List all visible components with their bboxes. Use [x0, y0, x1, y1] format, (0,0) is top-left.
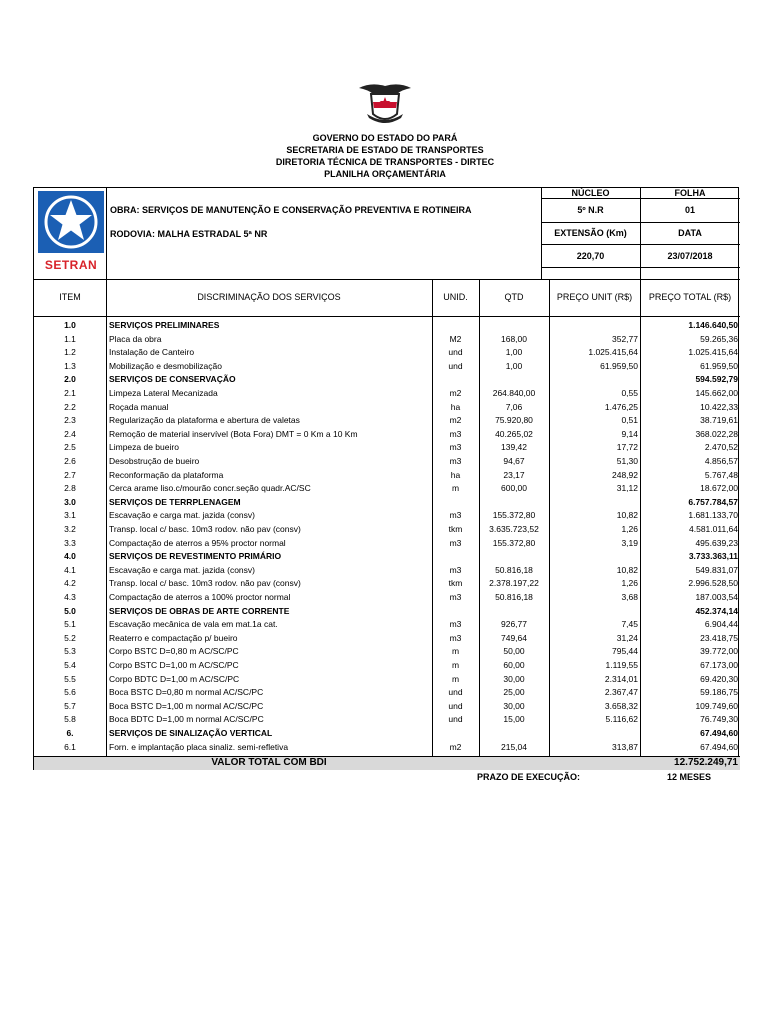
cell-item: 5.5	[64, 673, 76, 684]
cell-total: 23.418,75	[700, 632, 738, 643]
cell-unit: 2.367,47	[604, 687, 638, 698]
cell-total: 1.025.415,64	[688, 347, 738, 358]
cell-qtd: 75.920,80	[495, 415, 533, 426]
cell-total: 6.904,44	[704, 619, 738, 630]
cell-unit: 61.959,50	[600, 360, 638, 371]
header-planilha: PLANILHA ORÇAMENTÁRIA	[324, 169, 446, 179]
cell-total: 18.672,00	[700, 483, 738, 494]
budget-sheet	[33, 187, 739, 770]
divider	[34, 316, 740, 317]
cell-item: 5.8	[64, 714, 76, 725]
cell-total: 1.146.640,50	[688, 320, 738, 330]
cell-total: 67.173,00	[700, 660, 738, 670]
cell-total: 6.757.784,57	[688, 496, 738, 507]
cell-item: 4.1	[64, 564, 76, 575]
cell-desc: Limpeza Lateral Mecanizada	[109, 388, 218, 398]
cell-desc: Regularização da plataforma e abertura de valetas	[109, 415, 300, 426]
cell-unid: m3	[449, 564, 462, 575]
section-row	[34, 373, 740, 385]
cell-item: 5.4	[64, 660, 76, 670]
cell-item: 3.2	[64, 524, 76, 534]
cell-unid: tkm	[448, 578, 463, 589]
cell-desc: Instalação de Canteiro	[109, 347, 195, 358]
cell-qtd: 30,00	[503, 700, 525, 711]
cell-desc: Transp. local c/ basc. 10m3 rodov. não pav (consv)	[109, 578, 301, 589]
cell-qtd: 23,17	[503, 469, 525, 480]
cell-unit: 3,19	[621, 537, 638, 548]
table-row	[34, 659, 740, 671]
cell-unid: m3	[449, 510, 462, 521]
divider	[541, 244, 740, 245]
table-row	[34, 523, 740, 535]
cell-unit: 31,24	[616, 632, 638, 643]
cell-unid: m	[451, 483, 460, 494]
cell-total: 67.494,60	[700, 728, 738, 738]
cell-qtd: 7,06	[505, 401, 523, 412]
cell-desc: Compactação de aterros a 100% proctor normal	[109, 592, 291, 602]
table-row	[34, 509, 740, 521]
cell-item: 6.	[66, 728, 74, 738]
cell-total: 39.772,00	[700, 646, 738, 657]
folha-label: FOLHA	[674, 188, 706, 198]
cell-item: 2.0	[64, 374, 76, 385]
table-row	[34, 401, 740, 413]
cell-item: 2.8	[64, 483, 76, 494]
table-row	[34, 618, 740, 630]
header-secretaria: SECRETARIA DE ESTADO DE TRANSPORTES	[286, 145, 484, 155]
cell-unid: m2	[449, 741, 462, 752]
cell-item: 5.1	[64, 619, 76, 630]
cell-desc: SERVIÇOS DE OBRAS DE ARTE CORRENTE	[109, 605, 290, 616]
nucleo-value: 5º N.R	[577, 205, 604, 215]
cell-unit: 17,72	[616, 442, 638, 453]
cell-unit: 1.476,25	[604, 401, 638, 412]
table-row	[34, 645, 740, 657]
cell-desc: Compactação de aterros a 95% proctor normal	[109, 537, 286, 548]
cell-unid: und	[448, 687, 463, 698]
table-row	[34, 414, 740, 426]
cell-item: 5.6	[64, 687, 76, 698]
cell-unit: 3.658,32	[604, 700, 638, 711]
cell-qtd: 60,00	[503, 660, 525, 670]
divider	[106, 188, 107, 279]
cell-desc: SERVIÇOS DE CONSERVAÇÃO	[109, 374, 236, 385]
cell-unit: 1,26	[621, 524, 638, 534]
cell-desc: Placa da obra	[109, 333, 162, 344]
setran-logo-text: SETRAN	[44, 258, 98, 272]
cell-desc: Boca BSTC D=1,00 m normal AC/SC/PC	[109, 700, 264, 711]
cell-desc: SERVIÇOS DE REVESTIMENTO PRIMÁRIO	[109, 551, 282, 562]
cell-desc: Forn. e implantação placa sinaliz. semi-refletiva	[109, 741, 289, 752]
cell-unit: 0,55	[621, 388, 638, 398]
table-row	[34, 469, 740, 481]
extensao-value: 220,70	[576, 251, 605, 261]
cell-item: 4.0	[64, 551, 76, 562]
budget-rows	[34, 319, 740, 755]
table-row	[34, 441, 740, 453]
cell-desc: Corpo BSTC D=0,80 m AC/SC/PC	[109, 646, 239, 657]
section-row	[34, 605, 740, 617]
cell-unid: m2	[449, 415, 462, 426]
cell-qtd: 2.378.197,22	[489, 578, 539, 589]
cell-qtd: 50.816,18	[495, 564, 533, 575]
setran-logo	[38, 191, 104, 253]
table-row	[34, 673, 740, 685]
cell-total: 3.733.363,11	[688, 551, 738, 562]
col-header-total: PREÇO TOTAL (R$)	[648, 292, 732, 302]
cell-qtd: 94,67	[503, 456, 525, 466]
data-value: 23/07/2018	[667, 251, 713, 261]
table-row	[34, 360, 740, 372]
cell-qtd: 155.372,80	[492, 510, 536, 521]
cell-item: 2.1	[64, 388, 76, 398]
cell-desc: Corpo BSTC D=1,00 m AC/SC/PC	[109, 660, 239, 670]
cell-unit: 51,30	[616, 456, 638, 466]
cell-item: 1.3	[64, 360, 76, 371]
table-row	[34, 428, 740, 440]
folha-value: 01	[684, 205, 695, 215]
cell-desc: Roçada manual	[109, 401, 169, 412]
cell-unid: m	[451, 673, 460, 684]
cell-item: 2.5	[64, 442, 76, 453]
table-row	[34, 537, 740, 549]
cell-qtd: 749,64	[501, 632, 527, 643]
cell-unid: ha	[450, 401, 461, 412]
cell-qtd: 30,00	[503, 673, 525, 684]
cell-unid: m2	[449, 388, 462, 398]
cell-unid: M2	[449, 333, 462, 344]
cell-total: 4.581.011,64	[689, 524, 738, 534]
cell-item: 5.2	[64, 632, 76, 643]
cell-total: 1.681.133,70	[688, 510, 738, 521]
table-row	[34, 591, 740, 603]
cell-total: 76.749,30	[700, 714, 738, 725]
section-row	[34, 550, 740, 562]
table-row	[34, 482, 740, 494]
cell-qtd: 50,00	[503, 646, 525, 657]
cell-unid: und	[448, 360, 463, 371]
cell-qtd: 15,00	[503, 714, 525, 725]
col-header-unit: PREÇO UNIT (R$)	[556, 292, 633, 302]
cell-total: 187.003,54	[695, 592, 738, 602]
cell-item: 3.1	[64, 510, 76, 521]
table-row	[34, 455, 740, 467]
cell-item: 2.7	[64, 469, 76, 480]
col-header-item: ITEM	[59, 292, 81, 302]
cell-qtd: 264.840,00	[492, 388, 536, 398]
cell-item: 4.2	[64, 578, 76, 589]
prazo-label: PRAZO DE EXECUÇÃO:	[477, 772, 581, 782]
cell-total: 2.996.528,50	[688, 578, 738, 589]
cell-total: 495.639,23	[695, 537, 738, 548]
table-row	[34, 333, 740, 345]
cell-qtd: 926,77	[501, 619, 527, 630]
cell-item: 2.3	[64, 415, 76, 426]
cell-item: 1.0	[64, 320, 76, 330]
table-row	[34, 741, 740, 753]
cell-total: 145.662,00	[695, 388, 738, 398]
cell-total: 69.420,30	[700, 673, 738, 684]
cell-desc: SERVIÇOS DE SINALIZAÇÃO VERTICAL	[109, 728, 273, 738]
divider	[541, 222, 740, 223]
cell-total: 38.719,61	[700, 415, 738, 426]
cell-item: 3.3	[64, 537, 76, 548]
cell-desc: Corpo BDTC D=1,00 m AC/SC/PC	[109, 673, 240, 684]
cell-total: 5.767,48	[704, 469, 738, 480]
cell-unit: 352,77	[612, 333, 638, 344]
divider	[541, 267, 740, 268]
cell-desc: Boca BDTC D=1,00 m normal AC/SC/PC	[109, 714, 264, 725]
cell-qtd: 1,00	[505, 360, 523, 371]
cell-item: 5.3	[64, 646, 76, 657]
cell-unid: m3	[449, 428, 462, 439]
cell-item: 1.1	[64, 333, 76, 344]
cell-item: 6.1	[64, 741, 76, 752]
cell-desc: Reconformação da plataforma	[109, 469, 224, 480]
cell-unid: m3	[449, 619, 462, 630]
cell-desc: Mobilização e desmobilização	[109, 360, 222, 371]
total-value: 12.752.249,71	[674, 757, 738, 768]
cell-total: 4.856,57	[704, 456, 738, 466]
cell-total: 2.470,52	[704, 442, 738, 453]
cell-desc: Transp. local c/ basc. 10m3 rodov. não pav (consv)	[109, 524, 301, 534]
section-row	[34, 727, 740, 739]
data-label: DATA	[678, 228, 702, 238]
total-bar	[34, 756, 740, 770]
divider	[34, 279, 740, 280]
cell-desc: Reaterro e compactação p/ bueiro	[109, 632, 238, 643]
header-diretoria: DIRETORIA TÉCNICA DE TRANSPORTES - DIRTEC	[275, 157, 495, 167]
cell-item: 2.6	[64, 456, 76, 466]
cell-unid: m3	[449, 632, 462, 643]
cell-item: 3.0	[64, 496, 76, 507]
cell-unit: 795,44	[612, 646, 638, 657]
cell-qtd: 50.816,18	[495, 592, 533, 602]
cell-total: 109.749,60	[695, 700, 738, 711]
cell-item: 2.2	[64, 401, 76, 412]
col-header-desc: DISCRIMINAÇÃO DOS SERVIÇOS	[197, 292, 341, 302]
cell-unid: m	[451, 660, 460, 670]
cell-unid: m3	[449, 537, 462, 548]
cell-unit: 5.116,62	[605, 714, 638, 725]
cell-unid: m3	[449, 456, 462, 466]
cell-total: 368.022,28	[695, 428, 738, 439]
nucleo-label: NÚCLEO	[571, 188, 610, 198]
cell-qtd: 155.372,80	[492, 537, 536, 548]
table-row	[34, 700, 740, 712]
cell-qtd: 215,04	[501, 741, 527, 752]
cell-qtd: 3.635.723,52	[489, 524, 539, 534]
cell-desc: Limpeza de bueiro	[109, 442, 179, 453]
cell-qtd: 168,00	[501, 333, 527, 344]
cell-qtd: 600,00	[501, 483, 527, 494]
cell-desc: Escavação e carga mat. jazida (consv)	[109, 564, 255, 575]
cell-total: 59.265,36	[700, 333, 738, 344]
cell-item: 5.7	[64, 700, 76, 711]
cell-qtd: 139,42	[501, 442, 527, 453]
col-header-unid: UNID.	[443, 292, 468, 302]
cell-unit: 3,68	[621, 592, 638, 602]
table-row	[34, 686, 740, 698]
cell-unit: 10,82	[616, 510, 638, 521]
cell-unid: und	[448, 700, 463, 711]
cell-qtd: 40.265,02	[495, 428, 533, 439]
cell-desc: Desobstrução de bueiro	[109, 456, 200, 466]
table-row	[34, 632, 740, 644]
cell-unit: 313,87	[612, 741, 638, 752]
cell-unit: 31,12	[616, 483, 638, 494]
cell-unid: und	[448, 347, 463, 358]
cell-desc: Escavação e carga mat. jazida (consv)	[109, 510, 255, 521]
extensao-label: EXTENSÃO (Km)	[554, 228, 627, 238]
cell-unit: 1.119,55	[605, 660, 638, 670]
cell-total: 61.959,50	[700, 360, 738, 371]
header-government: GOVERNO DO ESTADO DO PARÁ	[312, 133, 458, 143]
cell-unit: 0,51	[621, 415, 638, 426]
cell-item: 1.2	[64, 347, 76, 358]
section-row	[34, 496, 740, 508]
cell-unid: ha	[450, 469, 461, 480]
total-label: VALOR TOTAL COM BDI	[211, 757, 327, 768]
cell-qtd: 1,00	[505, 347, 523, 358]
cell-total: 452.374,14	[695, 605, 738, 616]
cell-unit: 7,45	[621, 619, 638, 630]
cell-total: 594.592,79	[695, 374, 738, 385]
cell-unit: 2.314,01	[604, 673, 638, 684]
cell-desc: Escavação mecânica de vala em mat.1a cat.	[109, 619, 278, 630]
rodovia-label: RODOVIA: MALHA ESTRADAL 5ª NR	[110, 229, 268, 239]
table-row	[34, 713, 740, 725]
star-icon	[38, 191, 104, 253]
cell-item: 5.0	[64, 605, 76, 616]
cell-total: 10.422,33	[700, 401, 738, 412]
cell-unit: 1,26	[621, 578, 638, 589]
cell-desc: Remoção de material inservível (Bota Fora) DMT = 0 Km a 10 Km	[109, 428, 358, 439]
table-row	[34, 387, 740, 399]
cell-desc: Boca BSTC D=0,80 m normal AC/SC/PC	[109, 687, 264, 698]
table-row	[34, 564, 740, 576]
cell-unid: m	[451, 646, 460, 657]
obra-label: OBRA: SERVIÇOS DE MANUTENÇÃO E CONSERVAÇÃO PREVENTIVA E ROTINEIRA	[110, 205, 472, 215]
cell-qtd: 25,00	[503, 687, 525, 698]
cell-unid: und	[448, 714, 463, 725]
prazo-value: 12 MESES	[666, 772, 712, 782]
cell-item: 2.4	[64, 428, 76, 439]
cell-desc: SERVIÇOS DE TERRPLENAGEM	[109, 496, 241, 507]
cell-total: 549.831,07	[695, 564, 738, 575]
cell-unit: 248,92	[612, 469, 638, 480]
table-row	[34, 346, 740, 358]
cell-total: 59.186,75	[700, 687, 738, 698]
section-row	[34, 319, 740, 331]
cell-unit: 1.025.415,64	[588, 347, 638, 358]
cell-item: 4.3	[64, 592, 76, 602]
col-header-qtd: QTD	[504, 292, 524, 302]
cell-desc: Cerca arame liso.c/mourão concr.seção quadr.AC/SC	[109, 483, 311, 494]
cell-unid: tkm	[448, 524, 463, 534]
state-emblem-icon	[357, 80, 413, 126]
cell-unit: 10,82	[616, 564, 638, 575]
cell-unit: 9,14	[621, 428, 638, 439]
table-row	[34, 577, 740, 589]
cell-unid: m3	[449, 592, 462, 602]
cell-unid: m3	[449, 442, 462, 453]
cell-total: 67.494,60	[700, 741, 738, 752]
cell-desc: SERVIÇOS PRELIMINARES	[109, 320, 220, 330]
